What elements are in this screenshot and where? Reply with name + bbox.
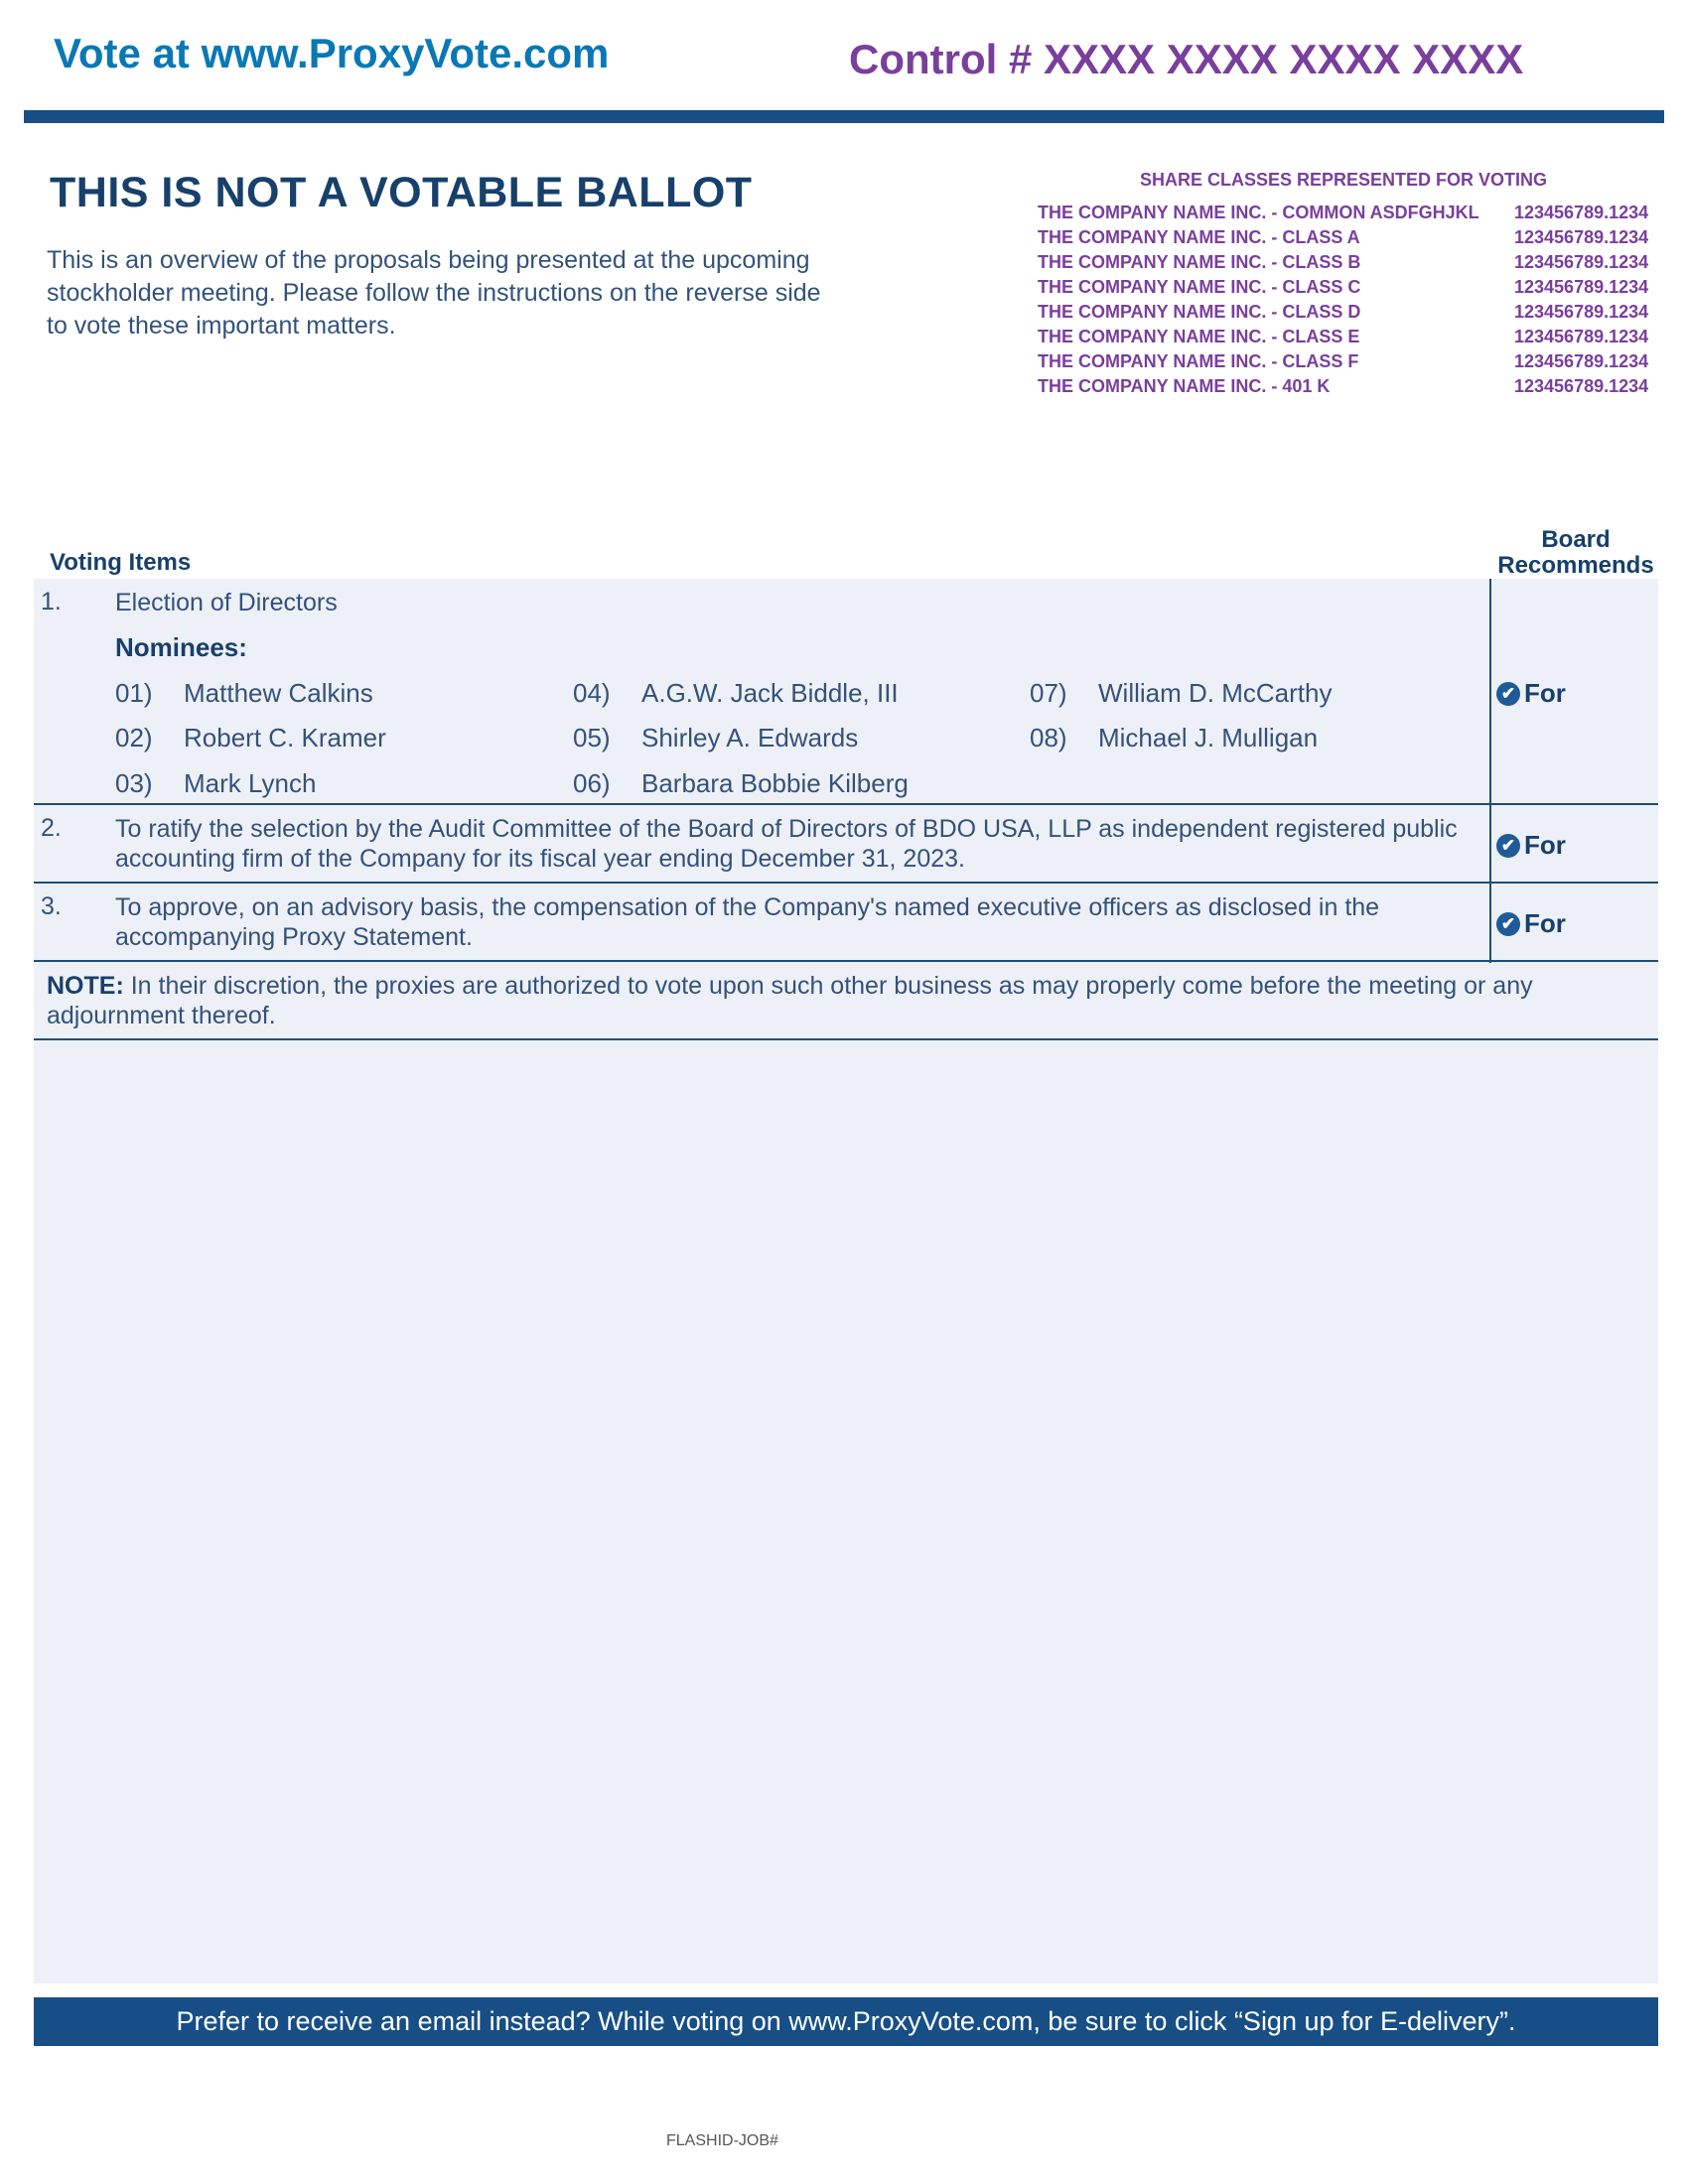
share-class-row [1038,349,1673,374]
nominee-number: 04) [573,678,611,708]
check-circle-icon: ✔ [1496,912,1520,936]
page-title: THIS IS NOT A VOTABLE BALLOT [50,169,753,216]
voting-items-heading: Voting Items [50,549,192,576]
note-label: NOTE: [47,972,124,1000]
share-class-value: 123456789.1234 [1514,376,1649,396]
board-recommends-heading: Board Recommends [1497,526,1654,579]
nominee-number: 02) [115,723,153,752]
share-class-row [1038,201,1673,225]
nominee [573,678,899,709]
item-divider [34,803,1658,805]
share-classes-list [1038,201,1673,399]
item-text: Election of Directors [115,589,338,616]
recommendation-label: For [1524,830,1566,860]
share-class-row [1038,325,1673,349]
share-class-value: 123456789.1234 [1514,277,1649,297]
item-number: 1. [41,588,62,615]
check-circle-icon: ✔ [1496,834,1520,858]
note [47,971,1655,1030]
nominee [115,723,386,753]
nominee [1030,723,1318,753]
share-class-row [1038,275,1673,300]
item-text: To ratify the selection by the Audit Committee of the Board of Directors of BDO USA, LLP as independent registered public accounting firm of the Company for its fiscal year ending December 31, 2023. [115,815,1458,873]
share-class-value: 123456789.1234 [1514,252,1649,272]
note-text: In their discretion, the proxies are authorized to vote upon such other business as may properly come before the meeting or any adjournment thereof. [47,972,1533,1029]
share-class-value: 123456789.1234 [1514,203,1649,222]
nominee [573,723,858,753]
share-class-value: 123456789.1234 [1514,227,1649,247]
share-class-name: THE COMPANY NAME INC. - CLASS F [1038,351,1359,371]
nominee-name: Matthew Calkins [184,678,373,708]
share-class-name: THE COMPANY NAME INC. - CLASS E [1038,327,1360,346]
item-text: To approve, on an advisory basis, the compensation of the Company's named executive officers as disclosed in the accompanying Proxy Statement. [115,893,1380,951]
item-divider [34,960,1658,962]
share-class-row [1038,225,1673,250]
share-class-value: 123456789.1234 [1514,327,1649,346]
recommendation [1496,830,1566,861]
share-class-row [1038,300,1673,325]
nominee [573,768,909,799]
item-number: 2. [41,814,62,842]
nominee [115,678,373,709]
nominee-name: Shirley A. Edwards [641,723,859,752]
nominee-number: 07) [1030,678,1067,708]
nominees-label: Nominees: [115,632,247,662]
share-class-name: THE COMPANY NAME INC. - CLASS D [1038,302,1361,322]
nominee-number: 06) [573,768,611,798]
share-class-name: THE COMPANY NAME INC. - COMMON ASDFGHJKL [1038,203,1479,222]
nominee-number: 03) [115,768,153,798]
proxyvote-link[interactable]: Vote at www.ProxyVote.com [54,30,610,76]
nominee-name: William D. McCarthy [1098,678,1333,708]
share-class-name: THE COMPANY NAME INC. - CLASS A [1038,227,1360,247]
nominee-name: A.G.W. Jack Biddle, III [641,678,899,708]
nominee-name: Robert C. Kramer [184,723,386,752]
nominee-name: Michael J. Mulligan [1098,723,1319,752]
note-divider [34,1038,1658,1040]
share-class-value: 123456789.1234 [1514,351,1649,371]
recommendation [1496,678,1566,709]
check-circle-icon: ✔ [1496,682,1520,706]
nominee-name: Mark Lynch [184,768,317,798]
share-class-row [1038,374,1673,399]
flash-id: FLASHID-JOB# [666,2132,778,2149]
nominee-number: 08) [1030,723,1067,752]
share-class-name: THE COMPANY NAME INC. - CLASS B [1038,252,1361,272]
intro-text: This is an overview of the proposals being presented at the upcoming stockholder meeting. Please follow the instructions on the reverse side to vote these important matters. [47,246,821,340]
recommendation-label: For [1524,678,1566,708]
share-class-row [1038,250,1673,275]
share-classes-title: SHARE CLASSES REPRESENTED FOR VOTING [1140,170,1548,190]
nominee-number: 01) [115,678,153,708]
share-class-value: 123456789.1234 [1514,302,1649,322]
nominee [1030,678,1332,709]
nominee-name: Barbara Bobbie Kilberg [641,768,909,798]
header-rule [24,110,1664,123]
share-class-name: THE COMPANY NAME INC. - CLASS C [1038,277,1361,297]
nominee [115,768,316,799]
control-number: Control # XXXX XXXX XXXX XXXX [849,36,1524,82]
item-divider [34,882,1658,884]
item-number: 3. [41,892,62,920]
share-class-name: THE COMPANY NAME INC. - 401 K [1038,376,1331,396]
nominee-number: 05) [573,723,611,752]
recommend-divider [1489,579,1491,963]
edelivery-banner[interactable]: Prefer to receive an email instead? While voting on www.ProxyVote.com, be sure to click “Sign up for E-delivery”. [34,1997,1658,2046]
recommendation [1496,908,1566,939]
recommendation-label: For [1524,908,1566,938]
